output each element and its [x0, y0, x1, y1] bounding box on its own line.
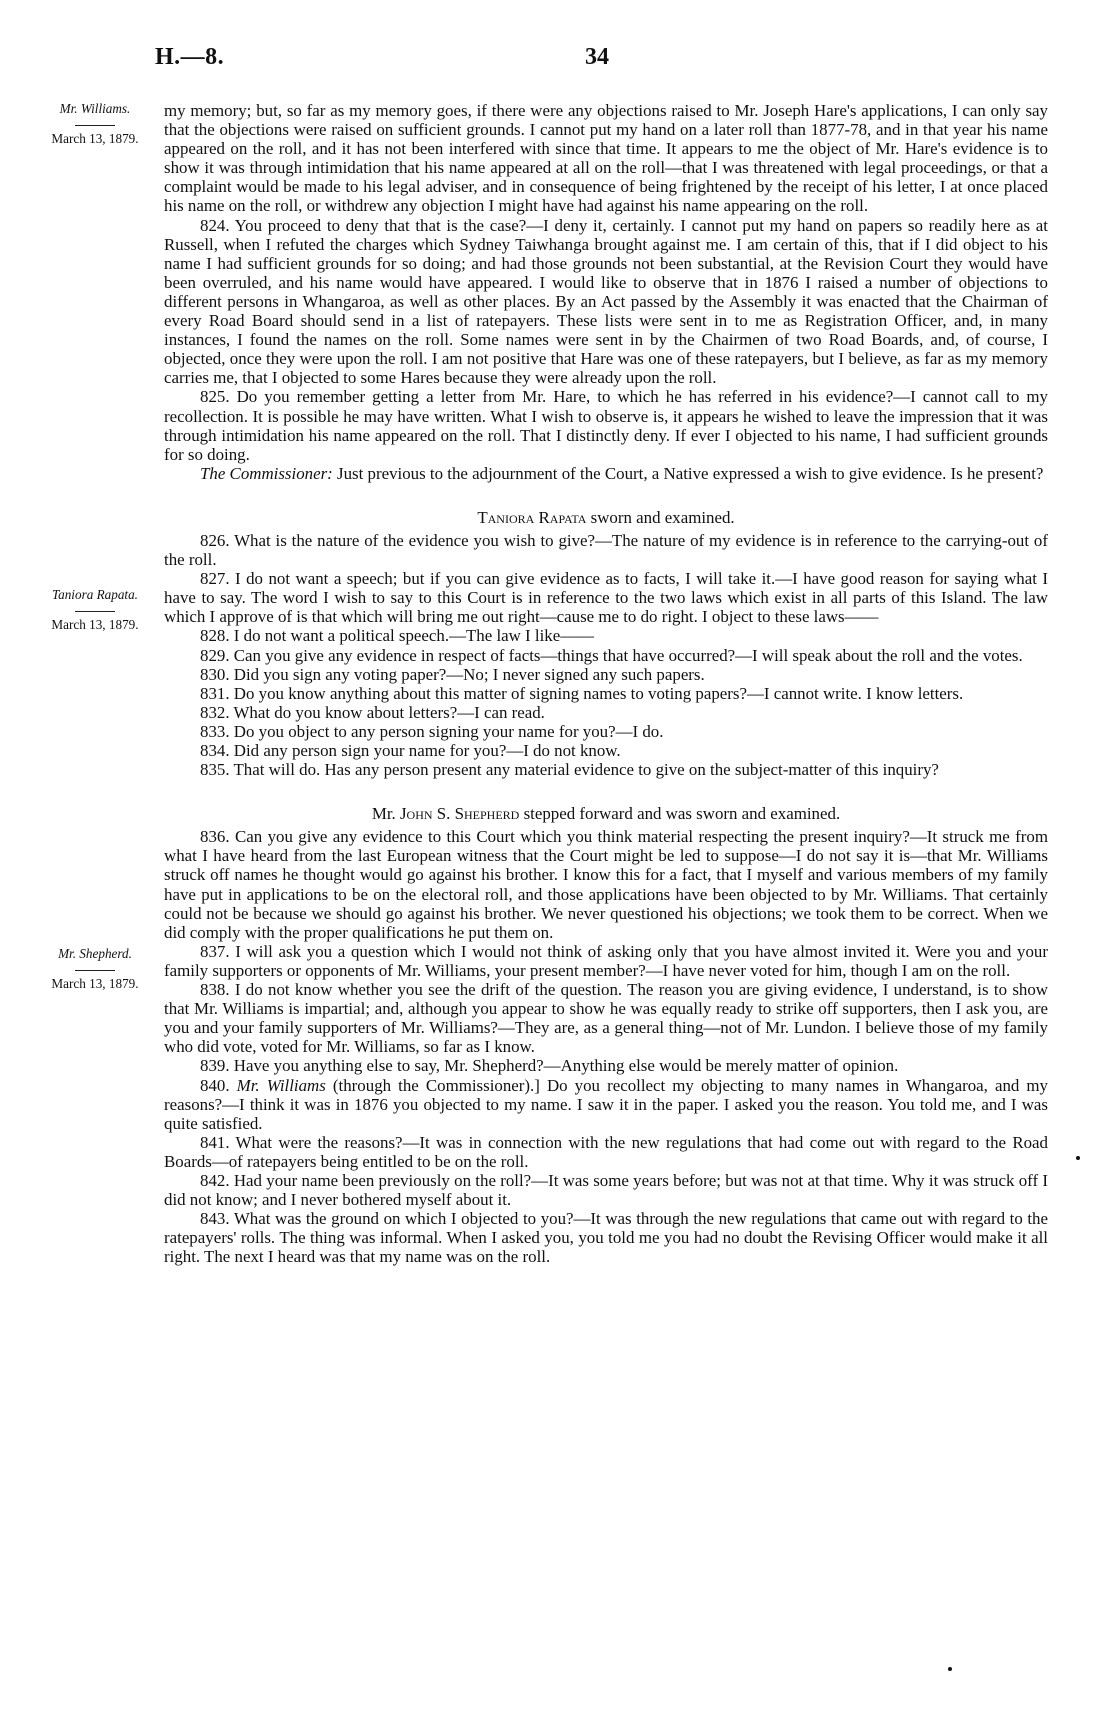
- speaker-label: Mr. Williams: [236, 1075, 326, 1095]
- question-text: (through the Commissioner).] Do you recollect my objecting to many names in Whangaroa, and my reasons?—I think it was in 1876 you objected to my name. I saw it in the paper. I asked you the reason. You told me, and I was quite satisfied.: [164, 1075, 1049, 1133]
- paragraph: 841. What were the reasons?—It was in connection with the new regulations that had come out with regard to the Road Boards—of ratepayers being entitled to be on the roll.: [164, 1132, 1048, 1171]
- paragraph: 828. I do not want a political speech.—The law I like——: [200, 626, 595, 646]
- margin-note-williams: [30, 100, 160, 147]
- paragraph: 824. You proceed to deny that that is the case?—I deny it, certainly. I cannot put my hand on papers so readily here as at Russell, when I refuted the charges which Sydney Taiwhanga brought against me. I am certain of this, that if I did object to his name I had sufficient grounds for so doing; and had those grounds not been substantial, at the Revision Court they would have been overruled, and his name would have appeared. I would like to observe that in 1876 I raised a number of objections to different persons in Whangaroa, as well as other places. By an Act passed by the Assembly it was enacted that the Chairman of every Road Board should send in a list of ratepayers. These lists were sent in to me as Registration Officer, and, in many instances, I found the names on the roll. Some names were sent in by the Chairmen of two Road Boards, and, of course, I objected, once they were upon the roll. I am not positive that Hare was one of these ratepayers, but I believe, as far as my memory carries me, that I objected to some Hares because they were already upon the roll.: [164, 215, 1048, 388]
- margin-divider: [75, 970, 115, 971]
- paragraph: 838. I do not know whether you see the drift of the question. The reason you are giving evidence, I understand, is to show that Mr. Williams is impartial; and, although you appear to show he was equally ready to strike off supporters, then I ask you, are you and your family supporters of Mr. Williams?—They are, as a general thing—not of Mr. Lundon. I believe those of my family who did vote, voted for Mr. Williams, so far as I know.: [164, 980, 1048, 1057]
- margin-note-shepherd: [30, 945, 160, 992]
- witness-name: John S. Shepherd: [399, 804, 520, 824]
- margin-note-name: Taniora Rapata.: [52, 587, 138, 602]
- margin-note-date: March 13, 1879.: [51, 617, 139, 632]
- commissioner-paragraph: [164, 464, 1048, 483]
- paragraph: 826. What is the nature of the evidence you wish to give?—The nature of my evidence is in reference to the carrying-out of the roll.: [164, 530, 1048, 570]
- document-code: H.—8.: [155, 44, 225, 70]
- witness-heading-rapata: [164, 508, 1048, 527]
- paragraph: 842. Had your name been previously on the roll?—It was some years before; but was not at that time. Why it was struck off I did not know; and I never bothered myself about it.: [164, 1170, 1048, 1210]
- paragraph: 833. Do you object to any person signing your name for you?—I do.: [200, 721, 664, 741]
- paragraph: 829. Can you give any evidence in respect of facts—things that have occurred?—I will speak about the roll and the votes.: [200, 645, 1023, 665]
- heading-suffix: stepped forward and was sworn and examined.: [519, 804, 841, 824]
- paragraph: 831. Do you know anything about this matter of signing names to voting papers?—I cannot write. I know letters.: [200, 683, 964, 703]
- speaker-label: The Commissioner:: [200, 463, 333, 483]
- witness-heading-shepherd: [164, 804, 1048, 823]
- paragraph: 827. I do not want a speech; but if you can give evidence as to facts, I will take it.—I have good reason for saying what I have to say. The word I wish to say to this Court is in reference to the two laws which exist in all parts of this Island. The law which I approve of is that which will bring me out right—cause me to do right. I object to these laws——: [164, 569, 1048, 627]
- page-number: 34: [585, 44, 609, 70]
- scan-speck: [948, 1667, 952, 1671]
- paragraph-840: [164, 1076, 1048, 1133]
- document-body: [164, 101, 1048, 1266]
- margin-note-name: Mr. Shepherd.: [58, 946, 132, 961]
- heading-suffix: sworn and examined.: [586, 507, 735, 527]
- paragraph: 834. Did any person sign your name for you?—I do not know.: [200, 741, 621, 760]
- witness-name: Taniora Rapata: [477, 507, 587, 527]
- commissioner-text: Just previous to the adjournment of the Court, a Native expressed a wish to give evidence. Is he present?: [332, 463, 1044, 483]
- margin-divider: [75, 611, 115, 612]
- heading-prefix: Mr.: [371, 804, 400, 824]
- margin-note-rapata: [30, 586, 160, 633]
- margin-note-name: Mr. Williams.: [59, 101, 131, 116]
- scan-speck: [1076, 1156, 1080, 1160]
- paragraph: 835. That will do. Has any person present any material evidence to give on the subject-matter of this inquiry?: [200, 760, 939, 780]
- paragraph: 832. What do you know about letters?—I can read.: [200, 702, 545, 722]
- margin-divider: [75, 125, 115, 126]
- question-number: 840.: [200, 1075, 237, 1095]
- paragraph: 830. Did you sign any voting paper?—No; I never signed any such papers.: [200, 664, 705, 684]
- margin-note-date: March 13, 1879.: [51, 131, 139, 146]
- margin-note-date: March 13, 1879.: [51, 976, 139, 991]
- paragraph: my memory; but, so far as my memory goes, if there were any objections raised to Mr. Joseph Hare's applications, I can only say that the objections were raised on sufficient grounds. I cannot put my hand on a later roll than 1877-78, and in that year his name appeared on the roll, and it has not been interfered with since that time. It appears to me the object of Mr. Hare's evidence is to show it was through intimidation that his name appeared at all on the roll—that I was threatened with legal proceedings, or that a complaint would be made to his legal adviser, and in consequence of being frightened by the receipt of his letter, I at once placed his name on the roll, or withdrew any objection I might have had against his name appearing on the roll.: [164, 101, 1048, 216]
- paragraph: 839. Have you anything else to say, Mr. Shepherd?—Anything else would be merely matter of opinion.: [200, 1056, 899, 1076]
- paragraph: 837. I will ask you a question which I would not think of asking only that you have almost invited it. Were you and your family supporters or opponents of Mr. Williams, your present member?—I have never voted for him, though I am on the roll.: [164, 941, 1048, 980]
- paragraph: 836. Can you give any evidence to this Court which you think material respecting the present inquiry?—It struck me from what I have heard from the last European witness that the Court might be led to suppose—I do not say it is—that Mr. Williams struck off names he thought would go against his brother. I know this for a fact, that I myself and various members of my family have put in applications to be on the electoral roll, and those applications have been objected to by Mr. Williams. That certainly could not be because we should go against his brother. We never questioned his objections; we took them to be correct. When we did comply with the proper qualifications he put them on.: [164, 827, 1048, 942]
- paragraph: 843. What was the ground on which I objected to you?—It was through the new regulations that came out with regard to the ratepayers' rolls. The thing was informal. When I asked you, you told me you had no doubt the Revising Officer would make it all right. The next I heard was that my name was on the roll.: [164, 1209, 1048, 1267]
- paragraph: 825. Do you remember getting a letter from Mr. Hare, to which he has referred in his evidence?—I cannot call to my recollection. It is possible he may have written. What I wish to observe is, it appears he wished to leave the impression that it was through intimidation his name appeared on the roll. That I distinctly deny. If ever I objected to his name, I had sufficient grounds for so doing.: [164, 387, 1048, 464]
